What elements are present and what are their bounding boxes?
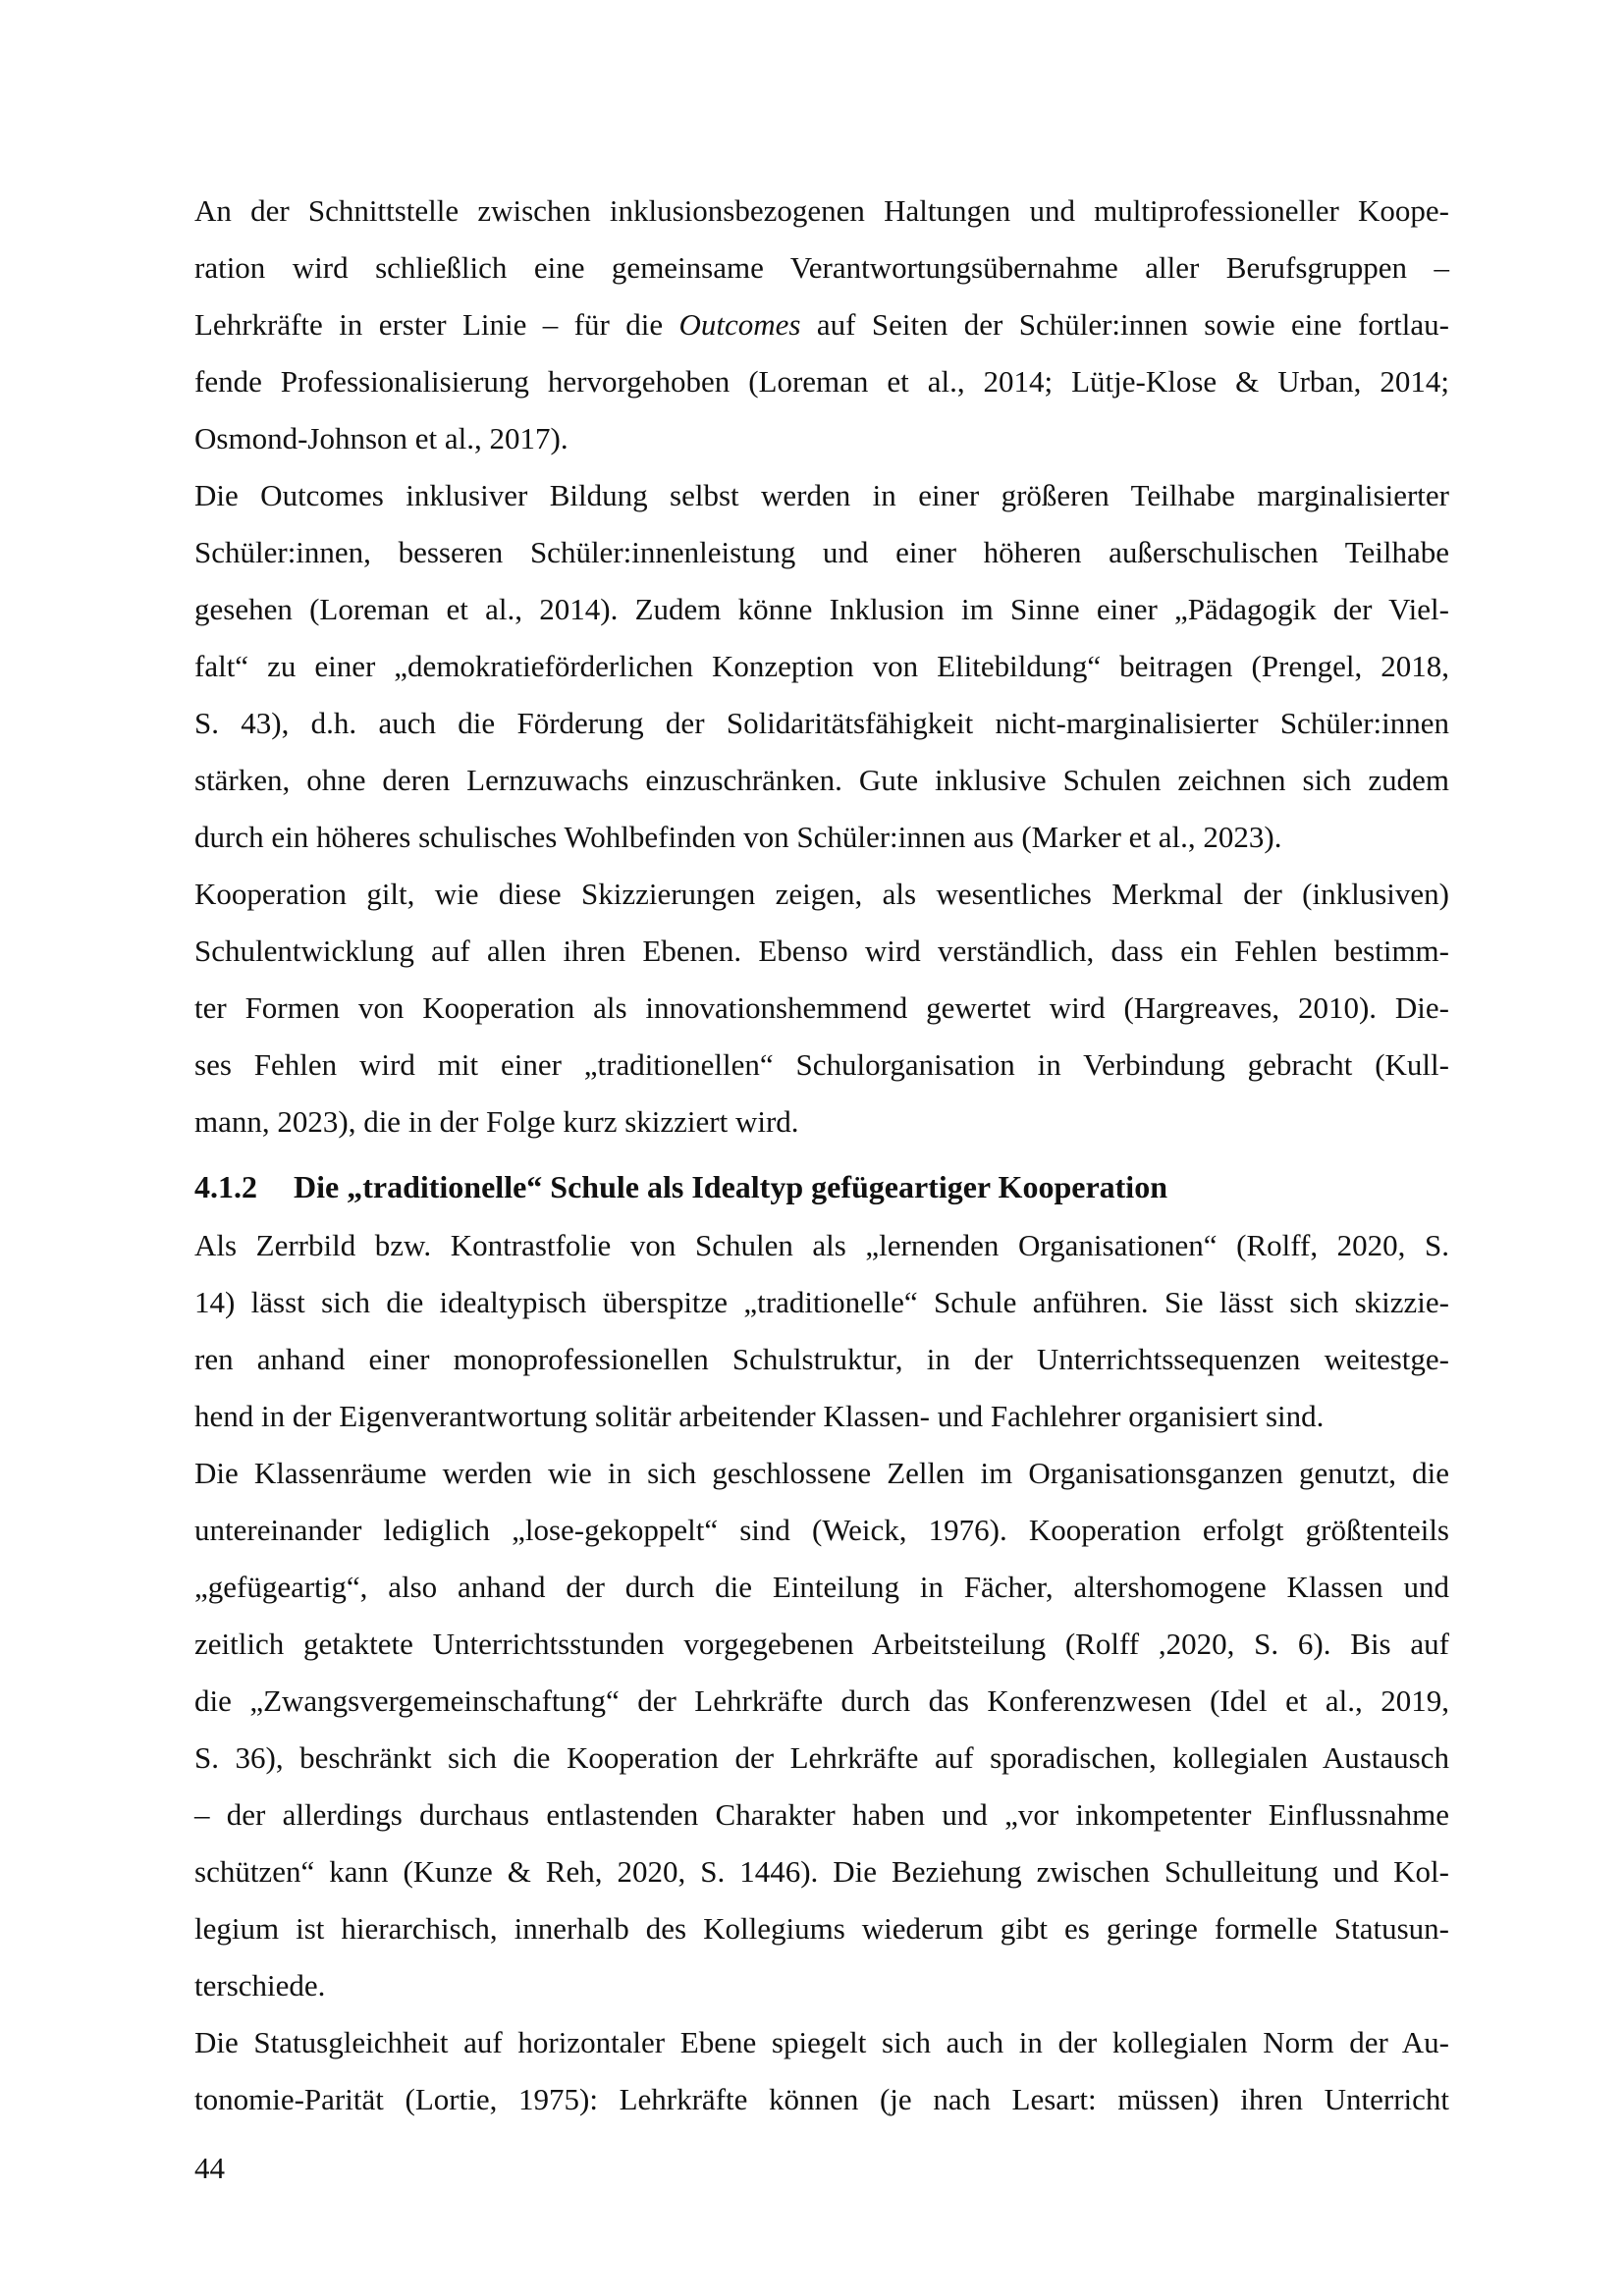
text-line: die „Zwangsvergemeinschaftung“ der Lehrkräfte durch das Konferenzwesen (Idel et al., 2019, xyxy=(194,1683,1449,1718)
text-line: An der Schnittstelle zwischen inklusionsbezogenen Haltungen und multiprofessioneller Koope- xyxy=(194,193,1449,228)
text-line: Osmond-Johnson et al., 2017). xyxy=(194,421,568,455)
section-number: 4.1.2 xyxy=(194,1169,257,1204)
text-line: gesehen (Loreman et al., 2014). Zudem könne Inklusion im Sinne einer „Pädagogik der Viel- xyxy=(194,592,1449,626)
text-segment: Lehrkräfte in erster Linie – für die xyxy=(194,307,679,342)
section-heading xyxy=(194,1160,1449,1213)
paragraph-2 xyxy=(194,467,1449,866)
text-line: Schüler:innen, besseren Schüler:innenleistung und einer höheren außerschulischen Teilhabe xyxy=(194,535,1449,569)
text-line: ter Formen von Kooperation als innovationshemmend gewertet wird (Hargreaves, 2010). Die- xyxy=(194,990,1449,1025)
text-line: hend in der Eigenverantwortung solitär arbeitender Klassen- und Fachlehrer organisiert sind. xyxy=(194,1399,1325,1433)
text-line: Die Outcomes inklusiver Bildung selbst werden in einer größeren Teilhabe marginalisierter xyxy=(194,478,1449,512)
text-line: Als Zerrbild bzw. Kontrastfolie von Schulen als „lernenden Organisationen“ (Rolff, 2020, S. xyxy=(194,1228,1449,1262)
text-line: falt“ zu einer „demokratieförderlichen Konzeption von Elitebildung“ beitragen (Prengel, 2018, xyxy=(194,649,1449,683)
paragraph-3 xyxy=(194,866,1449,1150)
page-number: 44 xyxy=(194,2151,225,2185)
text-line: terschiede. xyxy=(194,1968,326,2002)
text-line: schützen“ kann (Kunze & Reh, 2020, S. 1446). Die Beziehung zwischen Schulleitung und Kol- xyxy=(194,1854,1449,1889)
text-line xyxy=(194,296,1449,353)
text-line: ration wird schließlich eine gemeinsame Verantwortungsübernahme aller Berufsgruppen – xyxy=(194,250,1449,285)
text-line: Schulentwicklung auf allen ihren Ebenen. Ebenso wird verständlich, dass ein Fehlen bestimm- xyxy=(194,934,1449,968)
text-line: Kooperation gilt, wie diese Skizzierungen zeigen, als wesentliches Merkmal der (inklusiven) xyxy=(194,877,1449,911)
text-line: fende Professionalisierung hervorgehoben (Loreman et al., 2014; Lütje-Klose & Urban, 2014; xyxy=(194,364,1449,399)
paragraph-5 xyxy=(194,1445,1449,2014)
text-line: zeitlich getaktete Unterrichtsstunden vorgegebenen Arbeitsteilung (Rolff ,2020, S. 6). Bis auf xyxy=(194,1627,1449,1661)
section-title: Die „traditionelle“ Schule als Idealtyp gefügeartiger Kooperation xyxy=(294,1169,1167,1204)
paragraph-6 xyxy=(194,2014,1449,2128)
text-line: mann, 2023), die in der Folge kurz skizziert wird. xyxy=(194,1104,799,1139)
text-line: ses Fehlen wird mit einer „traditionellen“ Schulorganisation in Verbindung gebracht (Kull- xyxy=(194,1047,1449,1082)
text-line: stärken, ohne deren Lernzuwachs einzuschränken. Gute inklusive Schulen zeichnen sich zudem xyxy=(194,763,1449,797)
paragraph-1 xyxy=(194,183,1449,467)
text-line: S. 36), beschränkt sich die Kooperation der Lehrkräfte auf sporadischen, kollegialen Austausch xyxy=(194,1740,1449,1775)
text-line: durch ein höheres schulisches Wohlbefinden von Schüler:innen aus (Marker et al., 2023). xyxy=(194,820,1282,854)
text-line: 14) lässt sich die idealtypisch überspitze „traditionelle“ Schule anführen. Sie lässt sich skizzie- xyxy=(194,1285,1449,1319)
italic-term: Outcomes xyxy=(678,307,801,342)
text-line: „gefügeartig“, also anhand der durch die Einteilung in Fächer, altershomogene Klassen und xyxy=(194,1570,1449,1604)
page-body xyxy=(194,183,1449,2128)
text-line: ren anhand einer monoprofessionellen Schulstruktur, in der Unterrichtssequenzen weitestge- xyxy=(194,1342,1449,1376)
text-line: legium ist hierarchisch, innerhalb des Kollegiums wiederum gibt es geringe formelle Statusun- xyxy=(194,1911,1449,1946)
text-line: Die Klassenräume werden wie in sich geschlossene Zellen im Organisationsganzen genutzt, die xyxy=(194,1456,1449,1490)
paragraph-4 xyxy=(194,1217,1449,1445)
text-segment: auf Seiten der Schüler:innen sowie eine fortlau- xyxy=(800,307,1449,342)
text-line: Die Statusgleichheit auf horizontaler Ebene spiegelt sich auch in der kollegialen Norm der Au- xyxy=(194,2025,1449,2059)
text-line: untereinander lediglich „lose-gekoppelt“ sind (Weick, 1976). Kooperation erfolgt größtenteils xyxy=(194,1513,1449,1547)
text-line: – der allerdings durchaus entlastenden Charakter haben und „vor inkompetenter Einflussnahme xyxy=(194,1797,1449,1832)
text-line: tonomie-Parität (Lortie, 1975): Lehrkräfte können (je nach Lesart: müssen) ihren Unterricht xyxy=(194,2082,1449,2116)
text-line: S. 43), d.h. auch die Förderung der Solidaritätsfähigkeit nicht-marginalisierter Schüler:innen xyxy=(194,706,1449,740)
